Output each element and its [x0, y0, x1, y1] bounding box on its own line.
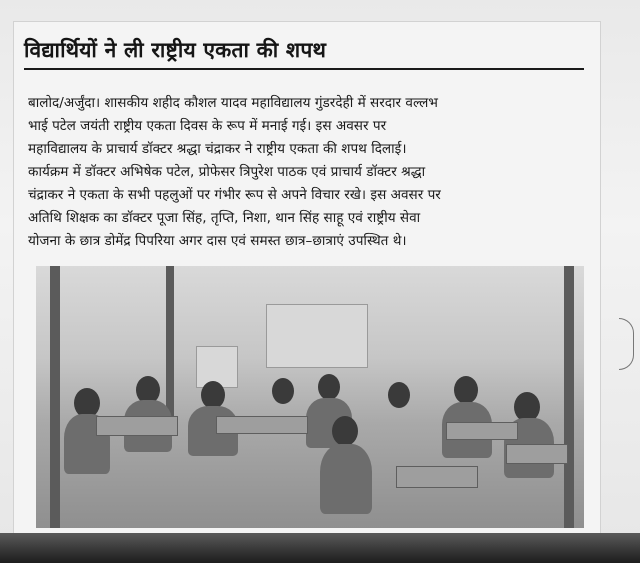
- photo-person: [454, 376, 478, 404]
- body-line: महाविद्यालय के प्राचार्य डॉक्टर श्रद्धा चंद्राकर ने राष्ट्रीय एकता की शपथ दिलाई।: [28, 141, 407, 157]
- photo-pillar: [166, 266, 174, 416]
- photo-pillar: [564, 266, 574, 528]
- page-edge-mark: [619, 318, 634, 370]
- photo-pillar: [50, 266, 60, 528]
- body-line: अतिथि शिक्षक का डॉक्टर पूजा सिंह, तृप्ति, निशा, थान सिंह साहू एवं राष्ट्रीय सेवा: [28, 210, 421, 226]
- photo-person: [332, 416, 358, 446]
- photo-desk: [96, 416, 178, 436]
- photo-desk: [216, 416, 308, 434]
- body-line: कार्यक्रम में डॉक्टर अभिषेक पटेल, प्रोफेसर त्रिपुरेश पाठक एवं प्राचार्य डॉक्टर श्रद्धा: [28, 164, 426, 180]
- photo-person: [272, 378, 294, 404]
- scan-shadow: [0, 533, 640, 563]
- body-line: बालोद/अर्जुंदा। शासकीय शहीद कौशल यादव महाविद्यालय गुंडरदेही में सरदार वल्लभ: [28, 95, 438, 111]
- photo-person: [388, 382, 410, 408]
- body-line: योजना के छात्र डोमेंद्र पिपरिया अगर दास एवं समस्त छात्र–छात्राएं उपस्थित थे।: [28, 233, 407, 249]
- photo-desk: [396, 466, 478, 488]
- photo-board: [266, 304, 368, 368]
- photo-desk: [506, 444, 568, 464]
- photo-person: [201, 381, 225, 409]
- photo-person: [320, 444, 372, 514]
- body-line: चंद्राकर ने एकता के सभी पहलुओं पर गंभीर रूप से अपने विचार रखे। इस अवसर पर: [28, 187, 441, 203]
- article-headline: विद्यार्थियों ने ली राष्ट्रीय एकता की शपथ: [24, 36, 584, 70]
- photo-person: [318, 374, 340, 400]
- article-photo: [36, 266, 584, 528]
- body-line: भाई पटेल जयंती राष्ट्रीय एकता दिवस के रूप में मनाई गई। इस अवसर पर: [28, 118, 387, 134]
- newspaper-clipping: [14, 22, 600, 542]
- article-body: [28, 92, 594, 253]
- photo-desk: [446, 422, 518, 440]
